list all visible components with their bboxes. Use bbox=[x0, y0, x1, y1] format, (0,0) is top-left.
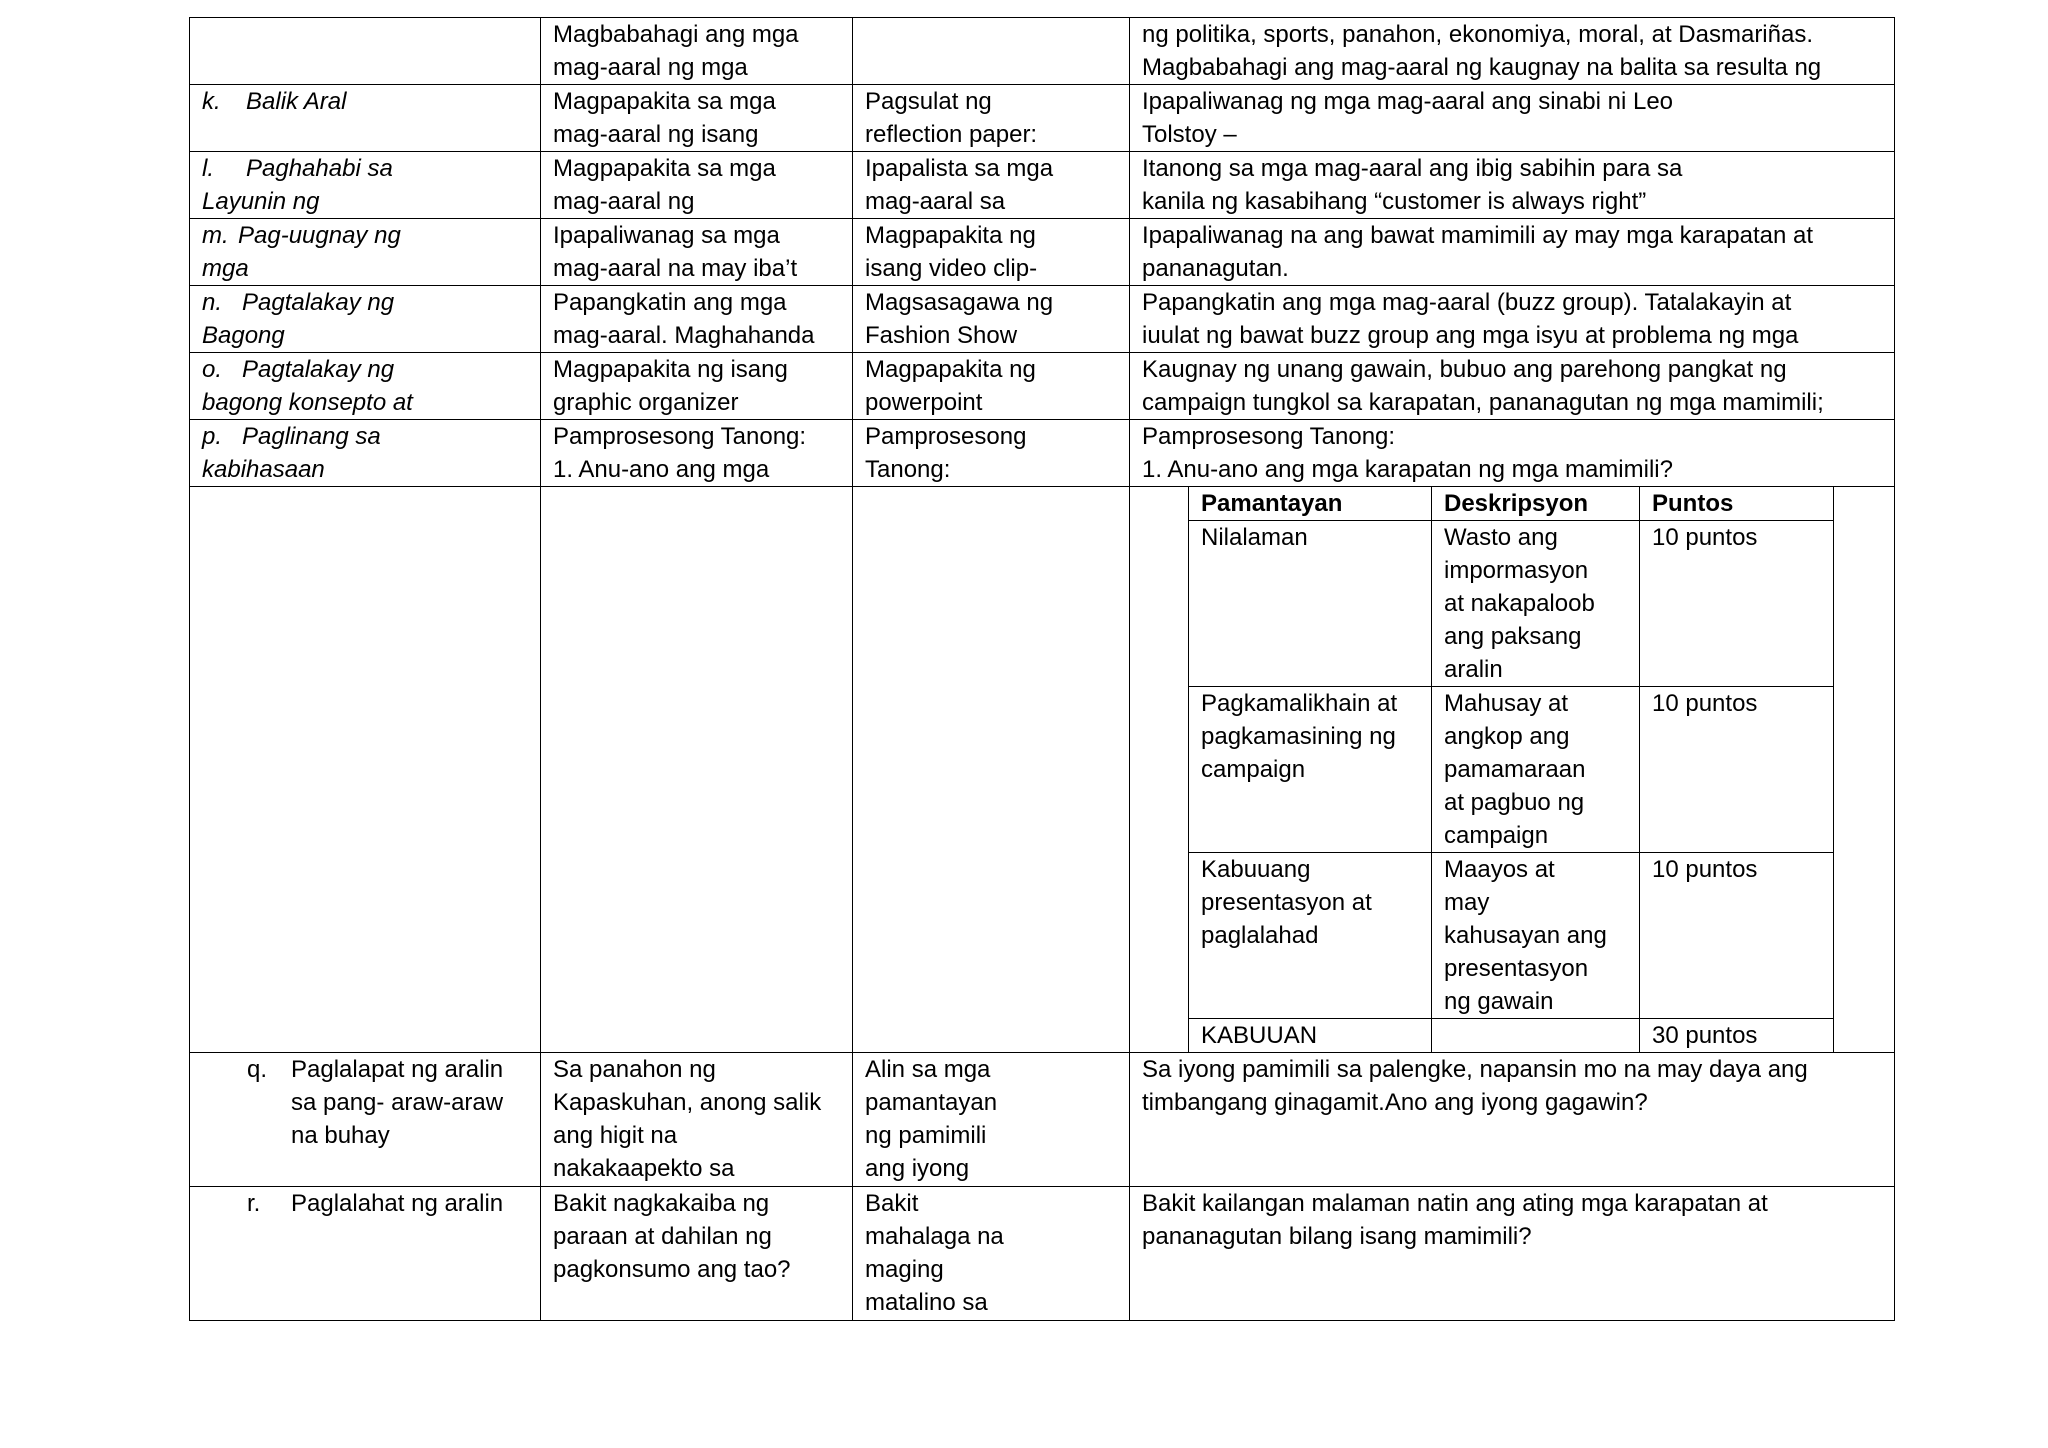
teacher-activity-cell: Papangkatin ang mga mag-aaral. Maghahanda bbox=[541, 286, 853, 353]
rubric-row bbox=[1189, 521, 1834, 687]
table-row bbox=[190, 286, 1895, 353]
table-row bbox=[190, 1053, 1895, 1187]
step-cell: k. Balik Aral bbox=[190, 85, 541, 152]
rubric-description: Wasto ang impormasyon at nakapaloob ang paksang aralin bbox=[1432, 521, 1640, 687]
step-cell: p. Paglinang sa kabihasaan bbox=[190, 420, 541, 487]
student-activity-cell: Magpapakita ng powerpoint bbox=[853, 353, 1130, 420]
student-activity-cell: Magpapakita ng isang video clip- bbox=[853, 219, 1130, 286]
teacher-activity-cell: Magpapakita sa mga mag-aaral ng bbox=[541, 152, 853, 219]
description-cell: ng politika, sports, panahon, ekonomiya, moral, at Dasmariñas. Magbabahagi ang mag-aaral ng kaugnay na balita sa resulta ng bbox=[1130, 18, 1895, 85]
table-row bbox=[190, 219, 1895, 286]
rubric-points: 10 puntos bbox=[1640, 853, 1834, 1019]
step-cell: n. Pagtalakay ng Bagong bbox=[190, 286, 541, 353]
table-row bbox=[190, 353, 1895, 420]
rubric-criterion: KABUUAN bbox=[1189, 1019, 1432, 1053]
rubric-points: 10 puntos bbox=[1640, 521, 1834, 687]
description-cell: Sa iyong pamimili sa palengke, napansin mo na may daya ang timbangang ginagamit.Ano ang iyong gagawin? bbox=[1130, 1053, 1895, 1187]
description-cell: Itanong sa mga mag-aaral ang ibig sabihin para sa kanila ng kasabihang “customer is always right” bbox=[1130, 152, 1895, 219]
description-cell: Ipapaliwanag ng mga mag-aaral ang sinabi ni Leo Tolstoy – bbox=[1130, 85, 1895, 152]
rubric-points: 10 puntos bbox=[1640, 687, 1834, 853]
rubric-criterion: Kabuuang presentasyon at paglalahad bbox=[1189, 853, 1432, 1019]
rubric-table bbox=[1188, 487, 1834, 1052]
description-cell: Kaugnay ng unang gawain, bubuo ang parehong pangkat ng campaign tungkol sa karapatan, pananagutan ng mga mamimili; bbox=[1130, 353, 1895, 420]
student-activity-cell: Alin sa mga pamantayan ng pamimili ang iyong bbox=[853, 1053, 1130, 1187]
step-cell: o. Pagtalakay ng bagong konsepto at bbox=[190, 353, 541, 420]
teacher-activity-cell bbox=[541, 487, 853, 1053]
teacher-activity-cell: Bakit nagkakaiba ng paraan at dahilan ng pagkonsumo ang tao? bbox=[541, 1187, 853, 1321]
rubric-total-row bbox=[1189, 1019, 1834, 1053]
step-cell: l. Paghahabi sa Layunin ng bbox=[190, 152, 541, 219]
rubric-header-row bbox=[1189, 487, 1834, 521]
student-activity-cell: Bakit mahalaga na maging matalino sa bbox=[853, 1187, 1130, 1321]
description-cell bbox=[1130, 487, 1895, 1053]
step-cell bbox=[190, 18, 541, 85]
step-cell: m. Pag-uugnay ng mga bbox=[190, 219, 541, 286]
table-row bbox=[190, 18, 1895, 85]
rubric-points: 30 puntos bbox=[1640, 1019, 1834, 1053]
rubric-description: Mahusay at angkop ang pamamaraan at pagbuo ng campaign bbox=[1432, 687, 1640, 853]
teacher-activity-cell: Pamprosesong Tanong: 1. Anu-ano ang mga bbox=[541, 420, 853, 487]
student-activity-cell: Ipapalista sa mga mag-aaral sa bbox=[853, 152, 1130, 219]
step-cell: r. Paglalahat ng aralin bbox=[190, 1187, 541, 1321]
rubric-row bbox=[1189, 853, 1834, 1019]
table-row bbox=[190, 152, 1895, 219]
description-cell: Ipapaliwanag na ang bawat mamimili ay may mga karapatan at pananagutan. bbox=[1130, 219, 1895, 286]
student-activity-cell bbox=[853, 487, 1130, 1053]
teacher-activity-cell: Ipapaliwanag sa mga mag-aaral na may iba’t bbox=[541, 219, 853, 286]
rubric-header: Pamantayan bbox=[1189, 487, 1432, 521]
rubric-header: Puntos bbox=[1640, 487, 1834, 521]
table-row bbox=[190, 1187, 1895, 1321]
description-cell: Bakit kailangan malaman natin ang ating mga karapatan at pananagutan bilang isang mamimili? bbox=[1130, 1187, 1895, 1321]
rubric-description bbox=[1432, 1019, 1640, 1053]
step-cell bbox=[190, 487, 541, 1053]
table-row bbox=[190, 487, 1895, 1053]
rubric-description: Maayos at may kahusayan ang presentasyon ng gawain bbox=[1432, 853, 1640, 1019]
lesson-plan-table bbox=[189, 17, 1895, 1321]
step-cell: q. Paglalapat ng aralin sa pang- araw-araw na buhay bbox=[190, 1053, 541, 1187]
rubric-row bbox=[1189, 687, 1834, 853]
table-row bbox=[190, 85, 1895, 152]
student-activity-cell bbox=[853, 18, 1130, 85]
teacher-activity-cell: Sa panahon ng Kapaskuhan, anong salik ang higit na nakakaapekto sa bbox=[541, 1053, 853, 1187]
rubric-header: Deskripsyon bbox=[1432, 487, 1640, 521]
student-activity-cell: Pamprosesong Tanong: bbox=[853, 420, 1130, 487]
description-cell: Pamprosesong Tanong: 1. Anu-ano ang mga karapatan ng mga mamimili? bbox=[1130, 420, 1895, 487]
teacher-activity-cell: Magpapakita ng isang graphic organizer bbox=[541, 353, 853, 420]
table-row bbox=[190, 420, 1895, 487]
student-activity-cell: Magsasagawa ng Fashion Show bbox=[853, 286, 1130, 353]
teacher-activity-cell: Magbabahagi ang mga mag-aaral ng mga bbox=[541, 18, 853, 85]
rubric-criterion: Nilalaman bbox=[1189, 521, 1432, 687]
student-activity-cell: Pagsulat ng reflection paper: bbox=[853, 85, 1130, 152]
description-cell: Papangkatin ang mga mag-aaral (buzz group). Tatalakayin at iuulat ng bawat buzz group ang mga isyu at problema ng mga bbox=[1130, 286, 1895, 353]
teacher-activity-cell: Magpapakita sa mga mag-aaral ng isang bbox=[541, 85, 853, 152]
rubric-criterion: Pagkamalikhain at pagkamasining ng campaign bbox=[1189, 687, 1432, 853]
